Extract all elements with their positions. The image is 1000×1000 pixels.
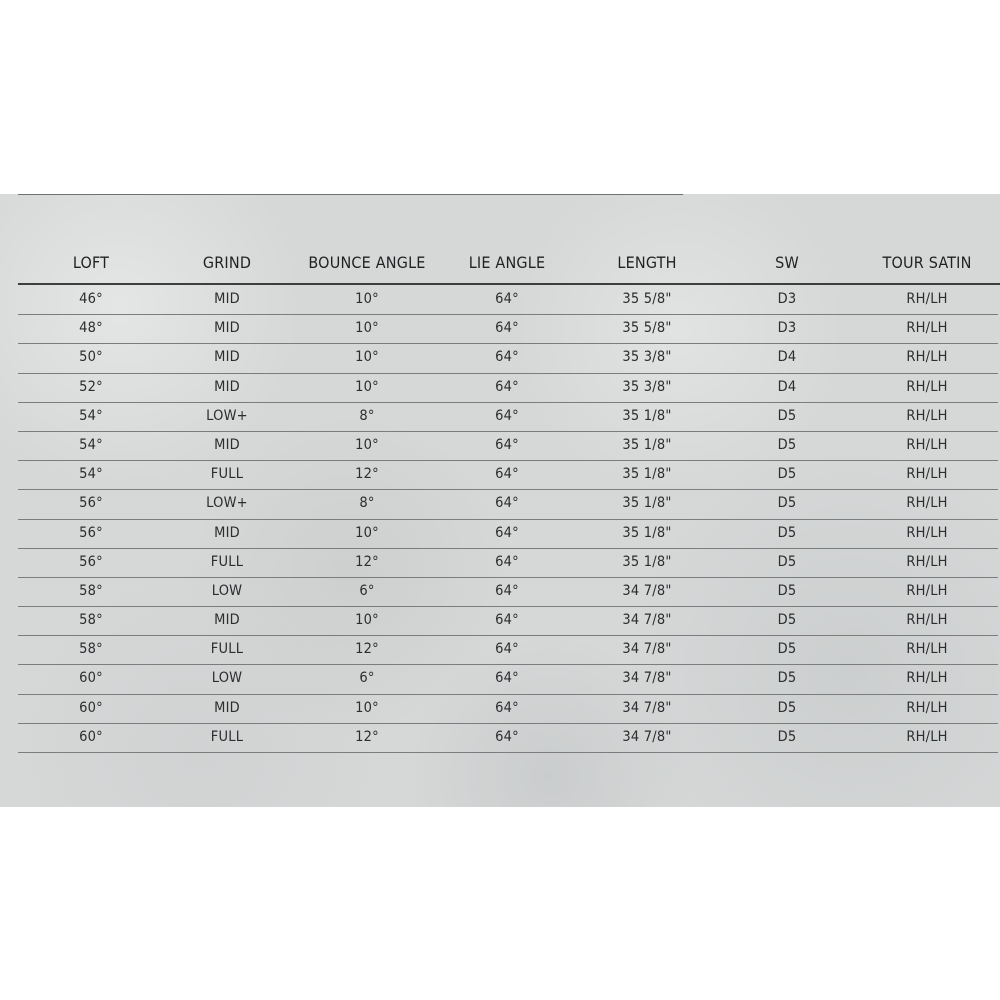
spec-table-panel [0, 194, 1000, 807]
cell-grind: MID [214, 436, 240, 453]
cell-sw: D3 [777, 320, 797, 337]
cell-tour-satin: RH/LH [906, 524, 948, 541]
cell-bounce-angle: 12° [355, 466, 379, 483]
cell-sw: D5 [777, 728, 797, 745]
cell-loft: 46° [79, 291, 103, 307]
cell-loft: 60° [79, 699, 103, 716]
cell-grind: LOW [211, 670, 243, 687]
table-row [0, 665, 1000, 694]
cell-grind: LOW [211, 582, 243, 599]
cell-grind: MID [214, 699, 240, 716]
cell-sw: D5 [777, 612, 797, 629]
cell-sw: D5 [777, 670, 797, 687]
cell-bounce-angle: 10° [355, 524, 379, 541]
cell-bounce-angle: 10° [355, 612, 379, 629]
cell-lie-angle: 64° [495, 407, 519, 424]
cell-sw: D5 [777, 553, 797, 570]
table-row [0, 490, 1000, 519]
cell-tour-satin: RH/LH [906, 495, 948, 512]
cell-bounce-angle: 12° [355, 728, 379, 745]
cell-tour-satin: RH/LH [906, 612, 948, 629]
cell-tour-satin: RH/LH [906, 582, 948, 599]
cell-grind: FULL [210, 466, 244, 483]
cell-sw: D5 [777, 466, 797, 483]
cell-lie-angle: 64° [495, 728, 519, 745]
table-header-row [0, 246, 1000, 280]
cell-grind: LOW+ [206, 495, 248, 512]
table-body [0, 286, 1000, 753]
cell-loft: 54° [79, 436, 103, 453]
cell-lie-angle: 64° [495, 349, 519, 366]
cell-grind: MID [214, 524, 240, 541]
cell-sw: D5 [777, 495, 797, 512]
cell-lie-angle: 64° [495, 378, 519, 395]
cell-bounce-angle: 10° [355, 291, 379, 307]
cell-bounce-angle: 6° [359, 582, 375, 599]
cell-tour-satin: RH/LH [906, 407, 948, 424]
row-divider [18, 752, 998, 753]
cell-loft: 60° [79, 728, 103, 745]
cell-grind: FULL [210, 553, 244, 570]
cell-loft: 58° [79, 612, 103, 629]
cell-length: 35 3/8" [622, 378, 672, 395]
table-row [0, 607, 1000, 636]
cell-length: 35 1/8" [622, 524, 672, 541]
table-row [0, 403, 1000, 432]
cell-loft: 50° [79, 349, 103, 366]
cell-length: 35 1/8" [622, 553, 672, 570]
table-row [0, 724, 1000, 753]
table-row [0, 461, 1000, 490]
cell-length: 35 5/8" [622, 291, 672, 307]
table-row [0, 374, 1000, 403]
header-length: LENGTH [617, 253, 677, 272]
top-divider [18, 194, 683, 195]
cell-tour-satin: RH/LH [906, 378, 948, 395]
cell-tour-satin: RH/LH [906, 728, 948, 745]
cell-grind: MID [214, 349, 240, 366]
cell-length: 35 3/8" [622, 349, 672, 366]
cell-length: 35 1/8" [622, 495, 672, 512]
cell-lie-angle: 64° [495, 553, 519, 570]
cell-bounce-angle: 10° [355, 699, 379, 716]
cell-tour-satin: RH/LH [906, 641, 948, 658]
cell-tour-satin: RH/LH [906, 670, 948, 687]
cell-tour-satin: RH/LH [906, 320, 948, 337]
cell-length: 34 7/8" [622, 728, 672, 745]
table-row [0, 549, 1000, 578]
cell-bounce-angle: 10° [355, 378, 379, 395]
cell-grind: FULL [210, 641, 244, 658]
table-row [0, 695, 1000, 724]
header-tour-satin: TOUR SATIN [882, 253, 972, 272]
cell-length: 34 7/8" [622, 641, 672, 658]
cell-bounce-angle: 10° [355, 320, 379, 337]
cell-bounce-angle: 6° [359, 670, 375, 687]
cell-length: 35 1/8" [622, 436, 672, 453]
cell-bounce-angle: 10° [355, 349, 379, 366]
cell-sw: D4 [777, 378, 797, 395]
cell-loft: 60° [79, 670, 103, 687]
cell-tour-satin: RH/LH [906, 349, 948, 366]
cell-lie-angle: 64° [495, 524, 519, 541]
cell-lie-angle: 64° [495, 466, 519, 483]
cell-loft: 54° [79, 466, 103, 483]
cell-length: 34 7/8" [622, 670, 672, 687]
cell-grind: FULL [210, 728, 244, 745]
header-lie-angle: LIE ANGLE [468, 253, 546, 272]
cell-loft: 48° [79, 320, 103, 337]
cell-loft: 56° [79, 495, 103, 512]
cell-sw: D5 [777, 641, 797, 658]
cell-bounce-angle: 8° [359, 495, 375, 512]
cell-length: 35 1/8" [622, 466, 672, 483]
table-row [0, 315, 1000, 344]
cell-bounce-angle: 12° [355, 553, 379, 570]
cell-sw: D5 [777, 524, 797, 541]
cell-sw: D5 [777, 407, 797, 424]
cell-tour-satin: RH/LH [906, 436, 948, 453]
cell-lie-angle: 64° [495, 612, 519, 629]
cell-lie-angle: 64° [495, 582, 519, 599]
header-loft: LOFT [72, 253, 110, 272]
cell-loft: 58° [79, 641, 103, 658]
cell-loft: 54° [79, 407, 103, 424]
cell-sw: D3 [777, 291, 797, 307]
header-bounce-angle: BOUNCE ANGLE [308, 253, 426, 272]
cell-length: 35 1/8" [622, 407, 672, 424]
cell-sw: D5 [777, 436, 797, 453]
cell-bounce-angle: 12° [355, 641, 379, 658]
cell-grind: MID [214, 612, 240, 629]
cell-bounce-angle: 8° [359, 407, 375, 424]
cell-loft: 52° [79, 378, 103, 395]
cell-tour-satin: RH/LH [906, 466, 948, 483]
cell-grind: MID [214, 291, 240, 307]
cell-sw: D5 [777, 699, 797, 716]
cell-sw: D5 [777, 582, 797, 599]
table-row [0, 286, 1000, 315]
cell-length: 35 5/8" [622, 320, 672, 337]
cell-lie-angle: 64° [495, 670, 519, 687]
cell-loft: 58° [79, 582, 103, 599]
header-grind: GRIND [202, 253, 252, 272]
table-row [0, 636, 1000, 665]
cell-lie-angle: 64° [495, 436, 519, 453]
cell-grind: MID [214, 378, 240, 395]
table-row [0, 432, 1000, 461]
header-sw: SW [775, 253, 799, 272]
cell-bounce-angle: 10° [355, 436, 379, 453]
cell-tour-satin: RH/LH [906, 553, 948, 570]
cell-length: 34 7/8" [622, 612, 672, 629]
table-row [0, 344, 1000, 373]
table-row [0, 520, 1000, 549]
cell-sw: D4 [777, 349, 797, 366]
cell-grind: LOW+ [206, 407, 248, 424]
cell-loft: 56° [79, 524, 103, 541]
cell-lie-angle: 64° [495, 699, 519, 716]
cell-lie-angle: 64° [495, 320, 519, 337]
cell-lie-angle: 64° [495, 291, 519, 307]
table-row [0, 578, 1000, 607]
cell-grind: MID [214, 320, 240, 337]
cell-lie-angle: 64° [495, 495, 519, 512]
cell-tour-satin: RH/LH [906, 291, 948, 307]
cell-length: 34 7/8" [622, 699, 672, 716]
cell-lie-angle: 64° [495, 641, 519, 658]
header-divider [18, 283, 1000, 285]
cell-loft: 56° [79, 553, 103, 570]
cell-tour-satin: RH/LH [906, 699, 948, 716]
cell-length: 34 7/8" [622, 582, 672, 599]
